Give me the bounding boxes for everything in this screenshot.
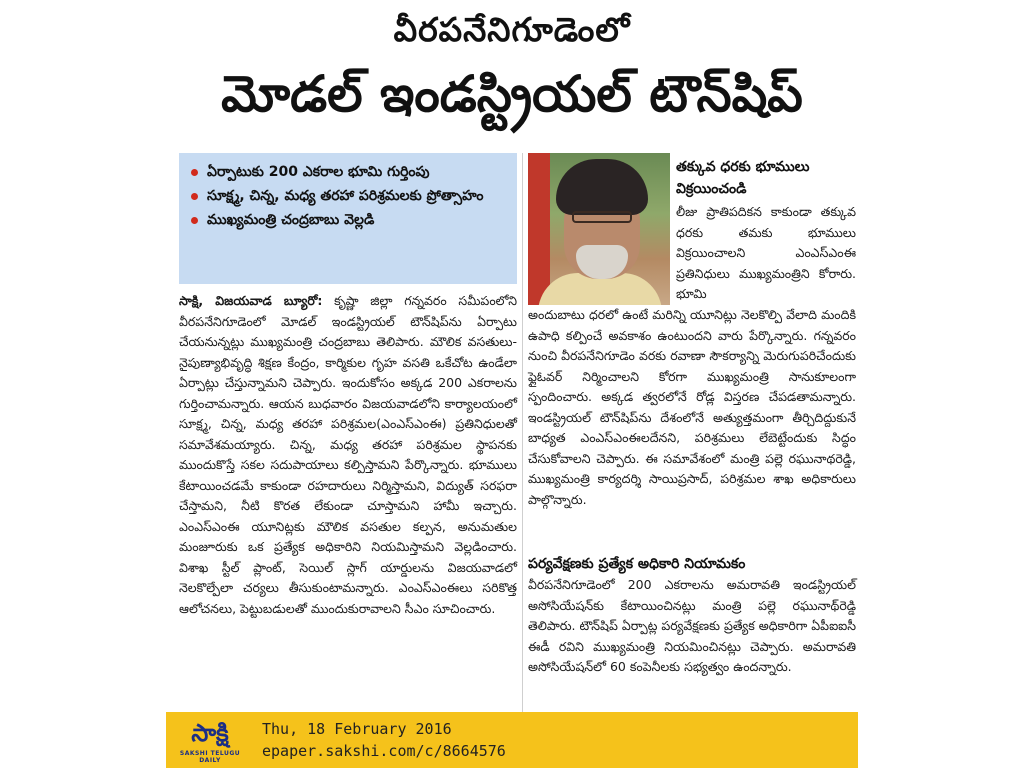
highlight-item: ఏర్పాటుకు 200 ఎకరాల భూమి గుర్తింపు [191,160,507,184]
epaper-footer [166,712,858,768]
column-divider [522,153,523,713]
right-mid-body: అందుబాటు ధరలో ఉంటే మరిన్ని యూనిట్లు నెలకొల్పి వేలాది మందికి ఉపాధి కల్పించే అవకాశం ఉంటుందని వారు పేర్కొన్నారు. గన్నవరం నుంచి వీరపనేనిగూడెం వరకు రవాణా సౌకర్యాన్ని మెరుగుపరిచేందుకు ఫ్లైఓవర్ నిర్మించాలని కోరగా ముఖ్యమంత్రి సానుకూలంగా స్పందించారు. అక్కడ త్వరలోనే రోడ్ల విస్తరణ చేపడతామన్నారు. ఇండస్ట్రియల్ టౌన్‌షిప్‌ను దేశంలోనే అత్యుత్తమంగా తీర్చిదిద్దుకునే బాధ్యత ఎంఎస్ఎంఈలదేనని, పరిశ్రమలు లేబెట్టేందుకు సిద్ధం చేసుకోవాలని చెప్పారు. ఈ సమావేశంలో మంత్రి పల్లె రఘునాథరెడ్డి, ముఖ్యమంత్రి కార్యదర్శి సాయిప్రసాద్, పరిశ్రమల శాఖ అధికారులు పాల్గొన్నారు. [528,307,856,507]
bullet-icon [191,193,198,200]
chief-minister-photo [528,153,670,305]
sub-heading-land-sale: తక్కువ ధరకు భూములు విక్రయించండి [676,159,810,197]
article-headline: మోడల్ ఇండస్ట్రియల్ టౌన్‌షిప్ [221,65,803,123]
bullet-icon [191,169,198,176]
highlights-box [179,153,517,284]
newspaper-clipping [166,0,858,768]
sub-heading-special-officer: పర్యవేక్షణకు ప్రత్యేక అధికారి నియామకం [528,556,746,572]
bullet-icon [191,217,198,224]
epaper-url[interactable]: epaper.sakshi.com/c/8664576 [262,742,506,760]
sakshi-logo: సాక్షి SAKSHI TELUGU DAILY [179,719,241,764]
article-kicker: వీరపనేనిగూడెంలో [393,10,631,49]
left-column-body [179,291,517,619]
byline: సాక్షి, విజయవాడ బ్యూరో: [179,293,323,308]
highlight-item: సూక్ష్మ, చిన్న, మధ్య తరహా పరిశ్రమలకు ప్రోత్సాహం [191,184,507,208]
right-top-body: లీజు ప్రాతిపదికన కాకుండా తక్కువ ధరకు తమకు భూములు విక్రయించాలని ఎంఎస్ఎంఈ ప్రతినిధులు ముఖ్యమంత్రిని కోరారు. భూమి [676,204,856,301]
left-body-text: కృష్ణా జిల్లా గన్నవరం సమీపంలోని వీరపనేనిగూడెంలో మోడల్ ఇండస్ట్రియల్ టౌన్‌షిప్‌ను ఏర్పాటు చేయనున్నట్లు ముఖ్యమంత్రి చంద్రబాబు తెలిపారు. మౌలిక వసతులు-నైపుణ్యాభివృద్ధి శిక్షణ కేంద్రం, కార్మికుల గృహ వసతి ఒకేచోట ఉండేలా ఏర్పాట్లు చేస్తున్నామని చెప్పారు. ఇందుకోసం అక్కడ 200 ఎకరాలను గుర్తించామన్నారు. ఆయన బుధవారం విజయవాడలోని కార్యాలయంలో సూక్ష్మ, చిన్న, మధ్య తరహా పరిశ్రమల(ఎంఎస్ఎంఈ) ప్రతినిధులతో సమావేశమయ్యారు. చిన్న, మధ్య తరహా పరిశ్రమల స్థాపనకు ముందుకొస్తే సకల సదుపాయాలు కల్పిస్తామని పేర్కొన్నారు. భూములు కేటాయించడమే కాకుండా రహదారులు నిర్మిస్తామని, విద్యుత్ సరఫరా చేస్తామని, నీటి కొరత లేకుండా చూస్తామని హామీ ఇచ్చారు. ఎంఎస్ఎంఈ యూనిట్లకు మౌలిక వసతుల కల్పన, అనుమతుల మంజూరుకు ఒక ప్రత్యేక అధికారిని నియమిస్తామని వెల్లడించారు. విశాఖ స్టీల్ ప్లాంట్, సెయిల్ స్లాగ్ యార్డులను విజయవాడలో నెలకొల్పేలా చర్యలు తీసుకుంటామన్నారు. ఎంఎస్ఎంఈలు సరికొత్త ఆలోచనలు, పెట్టుబడులతో ముందుకురావాలని సీఎం సూచించారు. [179,293,517,616]
publication-date: Thu, 18 February 2016 [262,720,452,738]
highlight-item: ముఖ్యమంత్రి చంద్రబాబు వెల్లడి [191,208,507,232]
right-bottom-body: వీరపనేనిగూడెంలో 200 ఎకరాలను అమరావతి ఇండస్ట్రియల్ అసోసియేషన్‌కు కేటాయించినట్లు మంత్రి పల్లె రఘునాథ్‌రెడ్డి తెలిపారు. టౌన్‌షిప్ ఏర్పాట్ల పర్యవేక్షణకు ప్రత్యేక అధికారిగా ఏపీఐఐసీ ఈడీ రవిని ముఖ్యమంత్రి నియమించినట్లు చెప్పారు. అమరావతి అసోసియేషన్‌లో 60 కంపెనీలకు సభ్యత్వం ఉందన్నారు. [528,577,857,674]
